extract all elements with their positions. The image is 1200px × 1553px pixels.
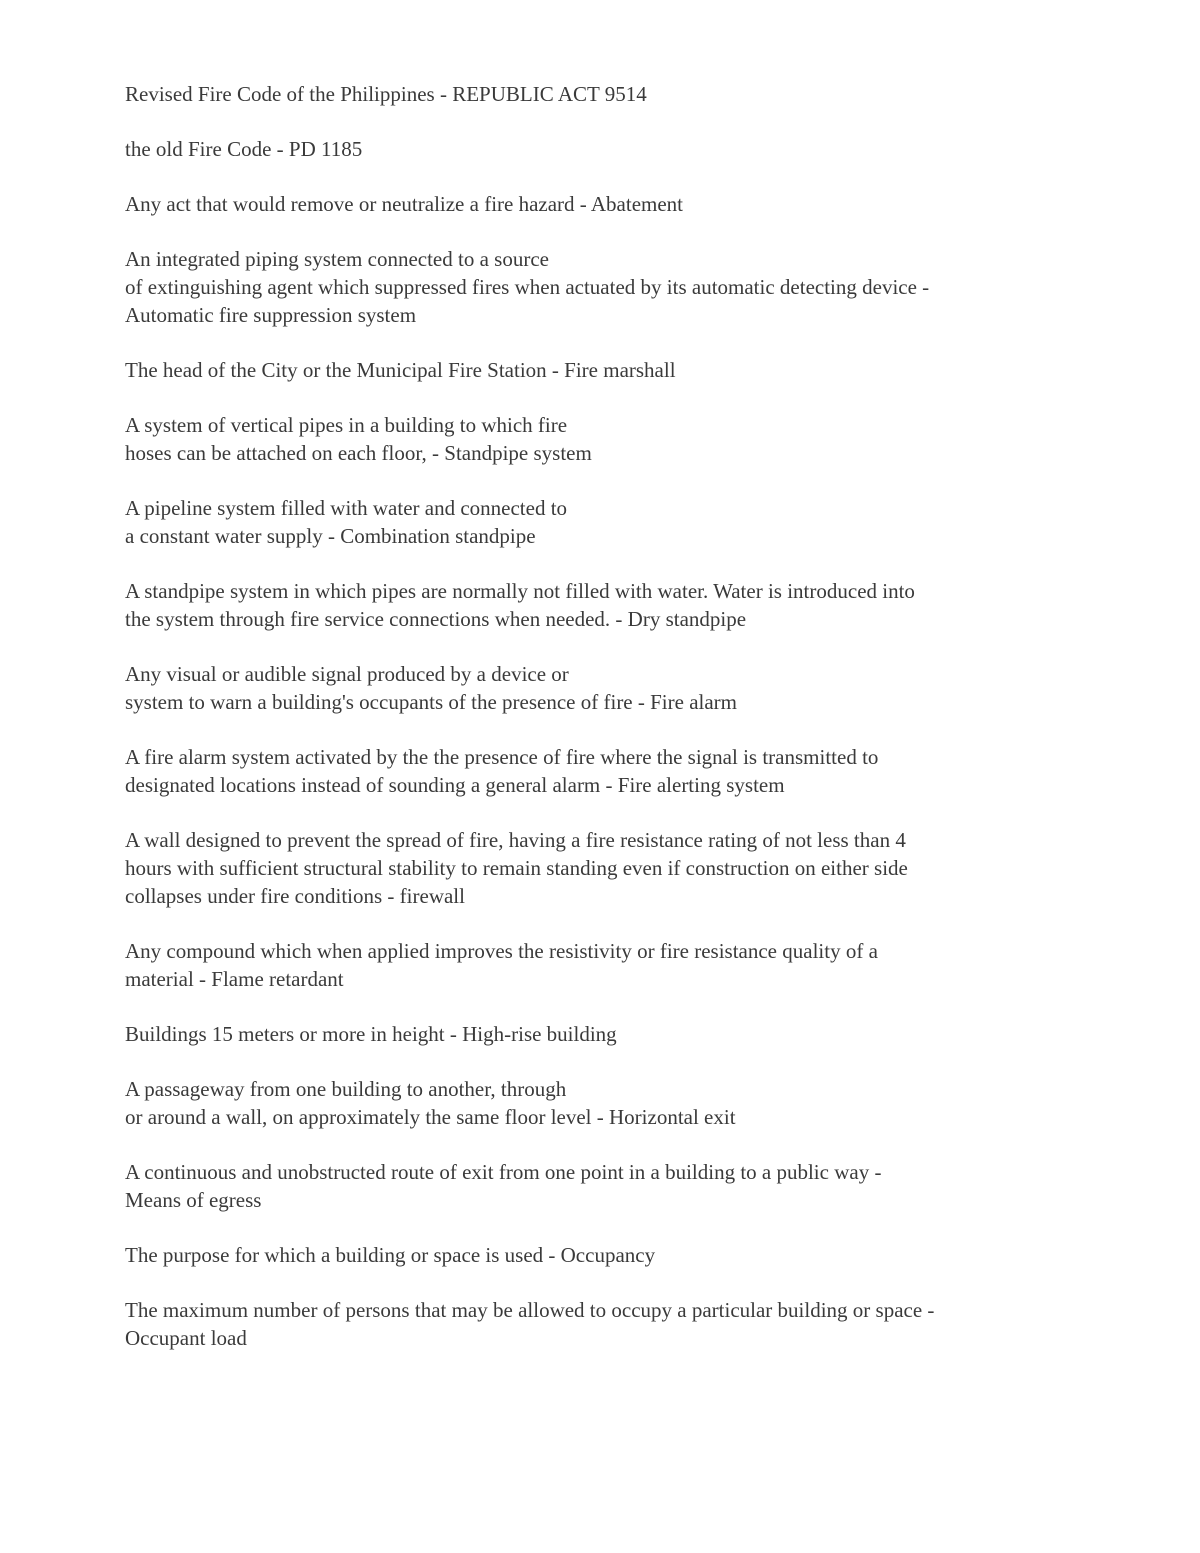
entry-line: Any compound which when applied improves the resistivity or fire resistance quality of a [125, 939, 878, 963]
entry-line: Any act that would remove or neutralize a fire hazard - Abatement [125, 192, 684, 216]
term-entry [125, 577, 1125, 633]
term-entry [125, 356, 1125, 384]
term-entry [125, 80, 1125, 108]
term-entry [125, 937, 1125, 993]
term-entry [125, 826, 1125, 910]
entry-line: the old Fire Code - PD 1185 [125, 137, 363, 161]
entry-line: hours with sufficient structural stability to remain standing even if construction on either side [125, 856, 908, 880]
entry-line: A system of vertical pipes in a building to which fire [125, 413, 568, 437]
term-entry [125, 1296, 1125, 1352]
term-entry [125, 411, 1125, 467]
entry-line: A pipeline system filled with water and connected to [125, 496, 568, 520]
term-entry [125, 190, 1125, 218]
entry-line: of extinguishing agent which suppressed fires when actuated by its automatic detecting device - [125, 275, 930, 299]
entry-line: or around a wall, on approximately the same floor level - Horizontal exit [125, 1105, 736, 1129]
entry-line: Any visual or audible signal produced by a device or [125, 662, 569, 686]
term-entry [125, 494, 1125, 550]
entry-line: A standpipe system in which pipes are normally not filled with water. Water is introduced into [125, 579, 915, 603]
entry-line: The purpose for which a building or space is used - Occupancy [125, 1243, 656, 1267]
term-entry [125, 743, 1125, 799]
document-body [125, 80, 1125, 1379]
entry-line: A passageway from one building to another, through [125, 1077, 567, 1101]
term-entry [125, 1241, 1125, 1269]
entry-line: Means of egress [125, 1188, 262, 1212]
term-entry [125, 1020, 1125, 1048]
term-entry [125, 245, 1125, 329]
entry-line: a constant water supply - Combination standpipe [125, 524, 536, 548]
entry-line: A wall designed to prevent the spread of fire, having a fire resistance rating of not less than 4 [125, 828, 906, 852]
entry-line: system to warn a building's occupants of the presence of fire - Fire alarm [125, 690, 738, 714]
entry-line: A continuous and unobstructed route of exit from one point in a building to a public way - [125, 1160, 882, 1184]
entry-line: Occupant load [125, 1326, 247, 1350]
term-entry [125, 1075, 1125, 1131]
entry-line: Automatic fire suppression system [125, 303, 417, 327]
term-entry [125, 1158, 1125, 1214]
entry-line: The head of the City or the Municipal Fire Station - Fire marshall [125, 358, 676, 382]
term-entry [125, 660, 1125, 716]
entry-line: Buildings 15 meters or more in height - High-rise building [125, 1022, 617, 1046]
entry-line: hoses can be attached on each floor, - Standpipe system [125, 441, 592, 465]
entry-line: collapses under fire conditions - firewall [125, 884, 465, 908]
entry-line: The maximum number of persons that may be allowed to occupy a particular building or space - [125, 1298, 935, 1322]
entry-line: designated locations instead of sounding a general alarm - Fire alerting system [125, 773, 785, 797]
entry-line: A fire alarm system activated by the the presence of fire where the signal is transmitted to [125, 745, 879, 769]
entry-line: the system through fire service connections when needed. - Dry standpipe [125, 607, 747, 631]
entry-line: material - Flame retardant [125, 967, 344, 991]
entry-line: An integrated piping system connected to a source [125, 247, 549, 271]
term-entry [125, 135, 1125, 163]
entry-line: Revised Fire Code of the Philippines - REPUBLIC ACT 9514 [125, 82, 647, 106]
